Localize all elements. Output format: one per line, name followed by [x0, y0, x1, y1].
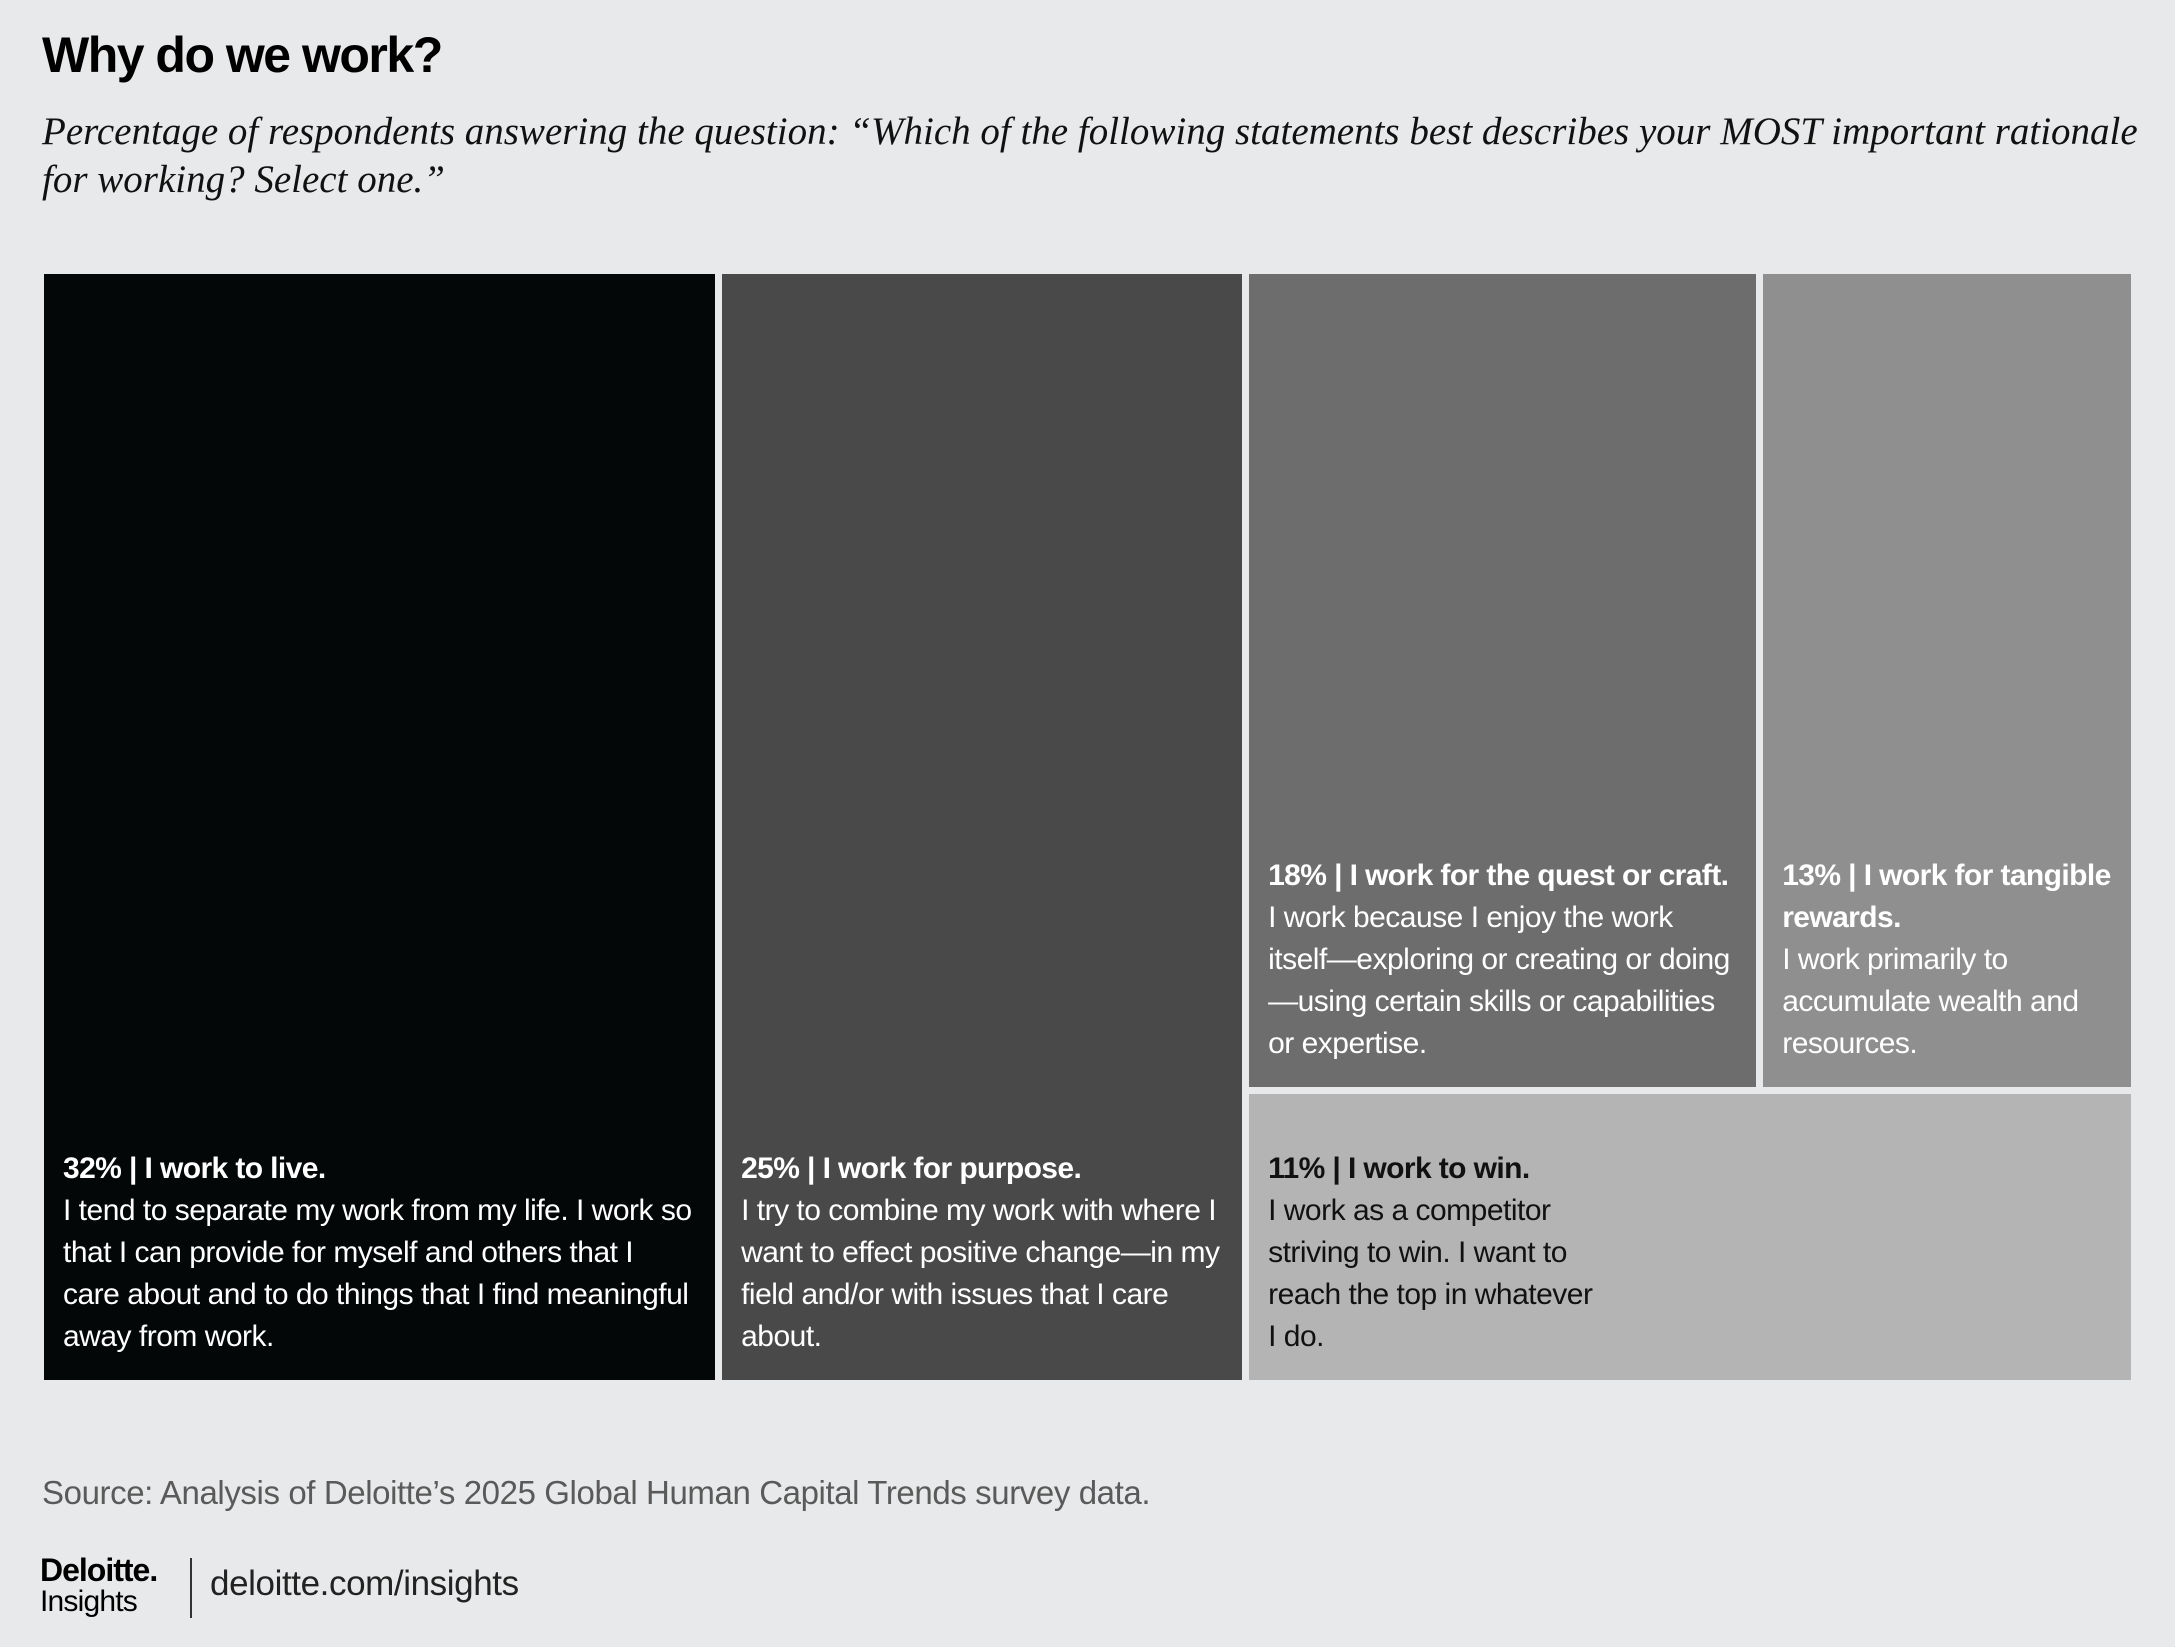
tile-description: I work as a competitor striving to win. I want to reach the top in whatever I do. [1268, 1193, 1593, 1353]
site-url[interactable]: deloitte.com/insights [210, 1564, 519, 1603]
tile-description: I try to combine my work with where I want to effect positive change—in my field and/or with issues that I care about. [741, 1194, 1220, 1353]
logo-brand: Deloitte [40, 1552, 150, 1588]
chart-subtitle: Percentage of respondents answering the question: “Which of the following statements best describes your MOST important rationale for working? Select one.” [42, 110, 2138, 201]
tile-description: I work primarily to accumulate wealth and resources. [1782, 942, 2079, 1060]
tile-heading: 11% | I work to win. [1268, 1151, 1530, 1185]
tile-work-for-purpose [722, 274, 1242, 1380]
tile-label [1249, 855, 1756, 1087]
tile-label [1249, 1148, 1619, 1380]
logo-sub: Insights [40, 1585, 137, 1618]
tile-label [44, 1148, 715, 1380]
tile-heading: 32% | I work to live. [63, 1152, 326, 1185]
source-note: Source: Analysis of Deloitte’s 2025 Global Human Capital Trends survey data. [42, 1474, 1151, 1511]
tile-heading: 18% | I work for the quest or craft. [1268, 858, 1729, 892]
tile-quest-or-craft [1249, 274, 1756, 1087]
tile-heading: 25% | I work for purpose. [741, 1152, 1082, 1185]
footer-divider [190, 1558, 192, 1618]
tile-work-to-live [44, 274, 715, 1380]
tile-description: I work because I enjoy the work itself—exploring or creating or doing—using certain skills or capabilities or expertise. [1268, 900, 1730, 1060]
tile-work-to-win [1249, 1094, 2131, 1380]
tile-heading: 13% | I work for tangible rewards. [1782, 858, 2111, 934]
tile-tangible-rewards [1763, 274, 2131, 1087]
logo-dot: . [149, 1552, 158, 1588]
tile-label [1763, 855, 2131, 1087]
tile-description: I tend to separate my work from my life. I work so that I can provide for myself and others that I care about and to do things that I find meaningful away from work. [63, 1194, 692, 1353]
deloitte-insights-logo [40, 1554, 157, 1618]
tile-label [722, 1148, 1242, 1380]
chart-title: Why do we work? [42, 27, 442, 83]
